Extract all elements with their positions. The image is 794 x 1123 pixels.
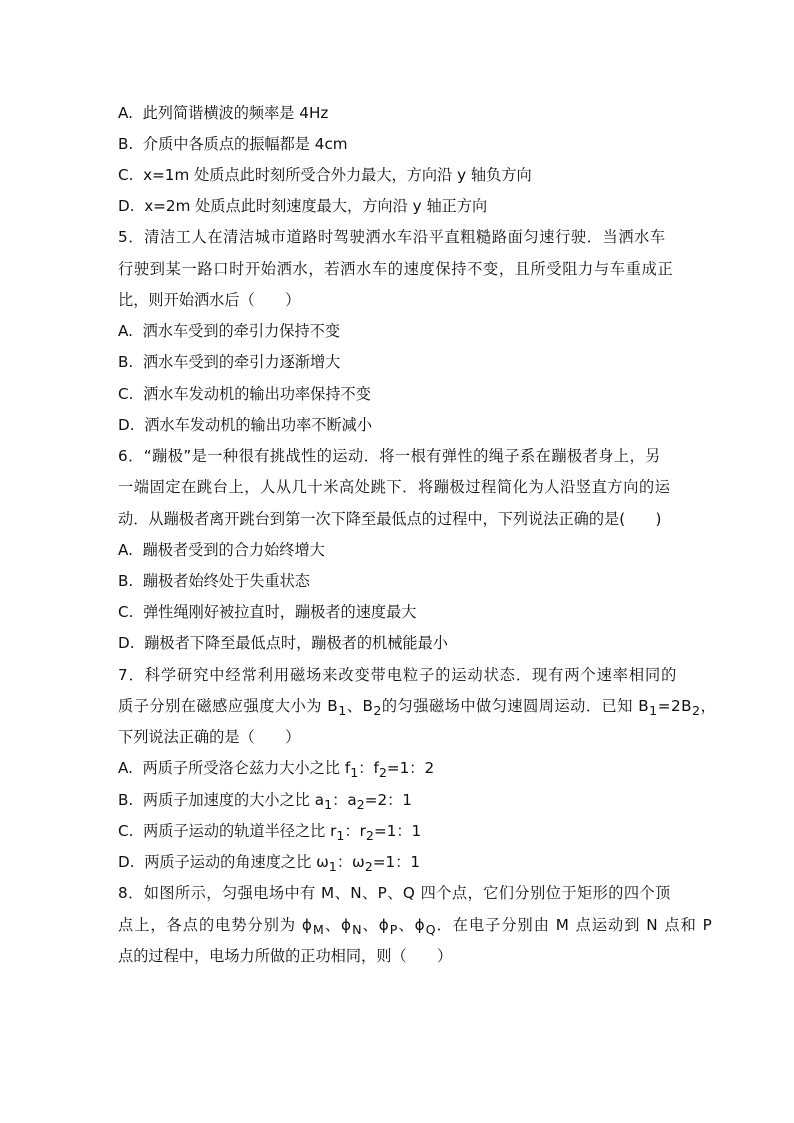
q4-option-d: D. x=2m 处质点此时刻速度最大，方向沿 y 轴正方向 xyxy=(118,197,488,215)
q5-stem-line-2: 行驶到某一路口时开始洒水，若洒水车的速度保持不变，且所受阻力与车重成正 xyxy=(118,260,674,278)
q5-option-d: D. 洒水车发动机的输出功率不断减小 xyxy=(118,416,372,434)
q7-option-b: B. 两质子加速度的大小之比 $a_1$：$a_2=2$：1 xyxy=(118,791,412,813)
q5-option-b: B. 洒水车受到的牵引力逐渐增大 xyxy=(118,353,341,371)
q5-stem-line-1: 5．清洁工人在清洁城市道路时驾驶洒水车沿平直粗糙路面匀速行驶．当洒水车 xyxy=(118,228,666,246)
q7-stem-line-3: 下列说法正确的是（ ） xyxy=(118,728,301,746)
q8-stem-line-3: 点的过程中，电场力所做的正功相同，则（ ） xyxy=(118,947,453,965)
q8-stem-line-2: 点上，各点的电势分别为 $\phi_M$、$\phi_N$、$\phi_P$、$\phi_Q$．在电子分别由 M 点运动到 N 点和 P xyxy=(118,916,713,938)
q7-stem-line-1: 7．科学研究中经常利用磁场来改变带电粒子的运动状态．现有两个速率相同的 xyxy=(118,666,678,684)
q6-option-d: D. 蹦极者下降至最低点时，蹦极者的机械能最小 xyxy=(118,634,448,652)
q4-option-c: C. x=1m 处质点此时刻所受合外力最大，方向沿 y 轴负方向 xyxy=(118,166,532,184)
q6-stem-line-3: 动．从蹦极者离开跳台到第一次下降至最低点的过程中，下列说法正确的是( ) xyxy=(118,510,662,528)
q7-option-d: D. 两质子运动的角速度之比 $\omega_1$：$\omega_2=1$：1 xyxy=(118,853,421,875)
q6-stem-line-1: 6．“蹦极”是一种很有挑战性的运动．将一根有弹性的绳子系在蹦极者身上，另 xyxy=(118,447,661,465)
q5-option-c: C. 洒水车发动机的输出功率保持不变 xyxy=(118,385,371,403)
q7-option-c: C. 两质子运动的轨道半径之比 $r_1$：$r_2=1$：1 xyxy=(118,822,422,844)
q5-option-a: A. 洒水车受到的牵引力保持不变 xyxy=(118,322,341,340)
q6-option-a: A. 蹦极者受到的合力始终增大 xyxy=(118,541,325,559)
q6-option-b: B. 蹦极者始终处于失重状态 xyxy=(118,572,310,590)
q5-stem-line-3: 比，则开始洒水后（ ） xyxy=(118,291,301,309)
q4-option-a: A. 此列简谐横波的频率是 4Hz xyxy=(118,104,329,122)
q6-stem-line-2: 一端固定在跳台上，人从几十米高处跳下．将蹦极过程简化为人沿竖直方向的运 xyxy=(118,478,671,496)
q4-option-b: B. 介质中各质点的振幅都是 4cm xyxy=(118,135,348,153)
q6-option-c: C. 弹性绳刚好被拉直时，蹦极者的速度最大 xyxy=(118,603,417,621)
q8-stem-line-1: 8．如图所示，匀强电场中有 M、N、P、Q 四个点，它们分别位于矩形的四个顶 xyxy=(118,884,671,902)
q7-option-a: A. 两质子所受洛仑兹力大小之比 $f_1$：$f_2=1$：2 xyxy=(118,759,435,781)
q7-stem-line-2: 质子分别在磁感应强度大小为 $B_1$、$B_2$的匀强磁场中做匀速圆周运动．已知 $B_1=2B_2$， xyxy=(118,697,717,719)
